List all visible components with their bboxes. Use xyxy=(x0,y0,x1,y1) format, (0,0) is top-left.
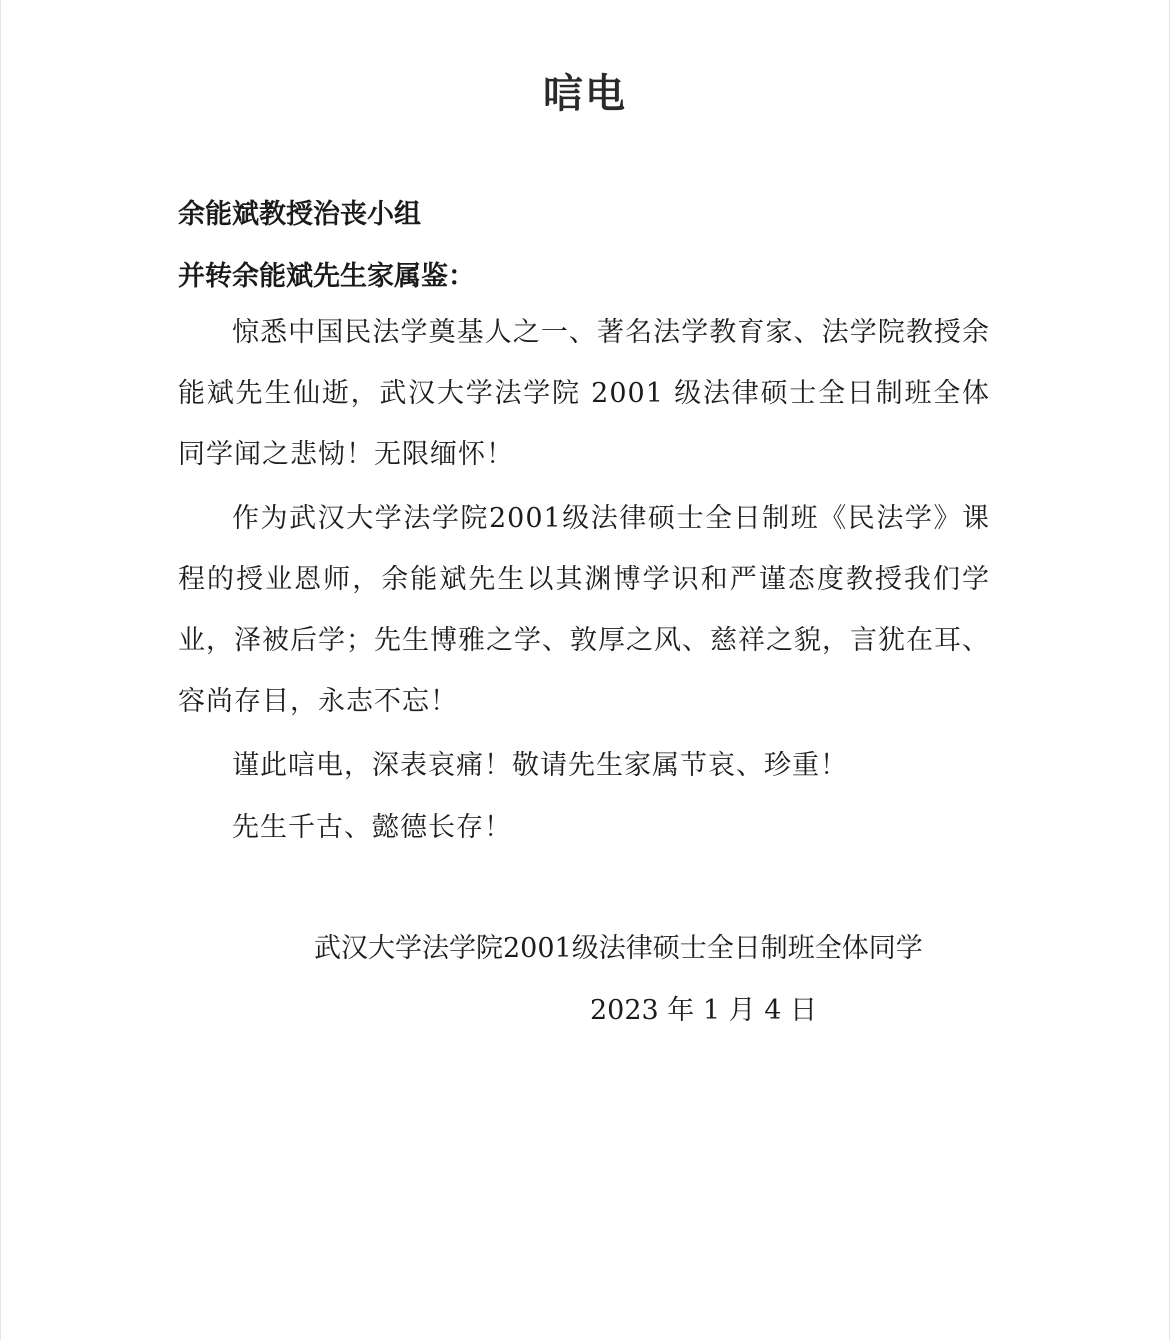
signature: 武汉大学法学院2001级法律硕士全日制班全体同学 xyxy=(314,933,923,964)
body-paragraph-condolence: 惊悉中国民法学奠基人之一、著名法学教育家、法学院教授余能斌先生仙逝，武汉大学法学院 2001 级法律硕士全日制班全体同学闻之悲恸！无限缅怀！ xyxy=(178,317,990,470)
salutation-family: 并转余能斌先生家属鉴： xyxy=(178,261,475,292)
date: 2023 年 1 月 4 日 xyxy=(590,995,817,1026)
salutation-recipient: 余能斌教授治丧小组 xyxy=(178,199,421,230)
closing-line-farewell: 先生千古、懿德长存！ xyxy=(232,812,512,843)
closing-line-condolence: 谨此唁电，深表哀痛！敬请先生家属节哀、珍重！ xyxy=(232,750,848,781)
document-title: 唁电 xyxy=(543,71,627,117)
body-paragraph-tribute: 作为武汉大学法学院2001级法律硕士全日制班《民法学》课程的授业恩师，余能斌先生以其渊博学识和严谨态度教授我们学业，泽被后学；先生博雅之学、敦厚之风、慈祥之貌，言犹在耳、容尚存目，永志不忘！ xyxy=(178,503,990,717)
